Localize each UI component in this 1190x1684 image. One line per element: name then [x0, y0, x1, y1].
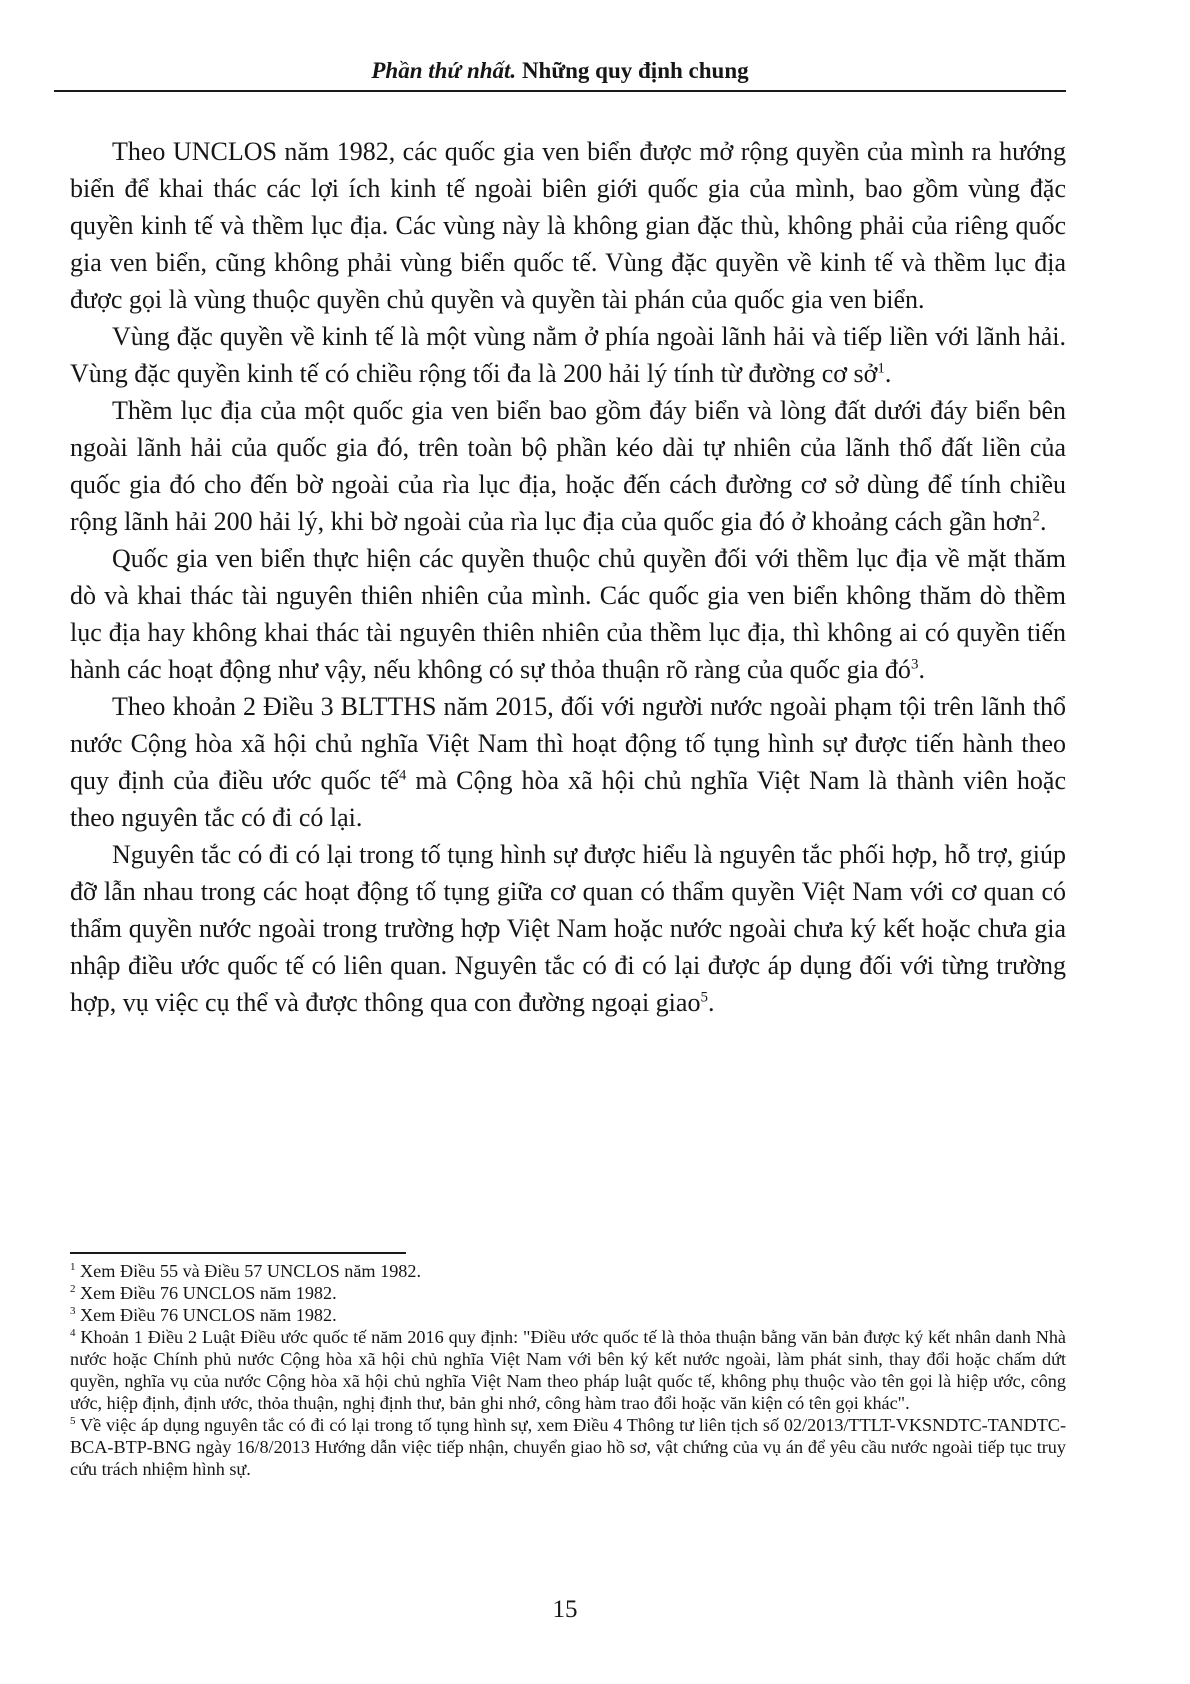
footnote-number: 1	[70, 1260, 76, 1273]
footnote-text: Xem Điều 55 và Điều 57 UNCLOS năm 1982.	[75, 1261, 422, 1281]
header-section-title: Những quy định chung	[516, 58, 749, 83]
paragraph-text: Theo UNCLOS năm 1982, các quốc gia ven biển được mở rộng quyền của mình ra hướng biển để khai thác các lợi ích kinh tế ngoài biên giới quốc gia của mình, bao gồm vùng đặc quyền kinh tế và thềm lục địa. Các vùng này là không gian đặc thù, không phải của riêng quốc gia ven biển, cũng không phải vùng biển quốc tế. Vùng đặc quyền về kinh tế và thềm lục địa được gọi là vùng thuộc quyền chủ quyền và quyền tài phán của quốc gia ven biển.	[70, 137, 1066, 314]
footnote-text: Xem Điều 76 UNCLOS năm 1982.	[75, 1283, 337, 1303]
paragraph-text: Vùng đặc quyền về kinh tế là một vùng nằm ở phía ngoài lãnh hải và tiếp liền với lãnh hải. Vùng đặc quyền kinh tế có chiều rộng tối đa là 200 hải lý tính từ đường cơ sở	[70, 322, 1066, 388]
paragraph	[70, 540, 1066, 688]
footnote	[70, 1414, 1066, 1480]
footnote	[70, 1326, 1066, 1414]
paragraph	[70, 688, 1066, 836]
footnote-number: 5	[70, 1414, 76, 1427]
main-text	[70, 133, 1066, 1021]
page-number: 15	[552, 1596, 578, 1623]
footnote	[70, 1304, 1066, 1326]
paragraph	[70, 836, 1066, 1021]
paragraph-text: Nguyên tắc có đi có lại trong tố tụng hình sự được hiểu là nguyên tắc phối hợp, hỗ trợ, giúp đỡ lẫn nhau trong các hoạt động tố tụng giữa cơ quan có thẩm quyền Việt Nam với cơ quan có thẩm quyền nước ngoài trong trường hợp Việt Nam hoặc nước ngoài chưa ký kết hoặc chưa gia nhập điều ước quốc tế có liên quan. Nguyên tắc có đi có lại được áp dụng đối với từng trường hợp, vụ việc cụ thể và được thông qua con đường ngoại giao	[70, 840, 1066, 1017]
paragraph	[70, 392, 1066, 540]
footnote-ref: 4	[398, 767, 407, 784]
paragraph-text: Thềm lục địa của một quốc gia ven biển bao gồm đáy biển và lòng đất dưới đáy biển bên ngoài lãnh hải của quốc gia đó, trên toàn bộ phần kéo dài tự nhiên của lãnh thổ đất liền của quốc gia đó cho đến bờ ngoài của rìa lục địa, hoặc đến cách đường cơ sở dùng để tính chiều rộng lãnh hải 200 hải lý, khi bờ ngoài của rìa lục địa của quốc gia đó ở khoảng cách gần hơn	[70, 396, 1066, 536]
paragraph-text: Theo khoản 2 Điều 3 BLTTHS năm 2015, đối với người nước ngoài phạm tội trên lãnh thổ nước Cộng hòa xã hội chủ nghĩa Việt Nam thì hoạt động tố tụng hình sự được tiến hành theo quy định của điều ước quốc tế	[70, 692, 1066, 795]
footnote-ref: 5	[700, 989, 708, 1006]
header-part-label: Phần thứ nhất.	[371, 58, 517, 83]
footnote-ref: 3	[910, 656, 919, 673]
paragraph-text: Quốc gia ven biển thực hiện các quyền thuộc chủ quyền đối với thềm lục địa về mặt thăm dò và khai thác tài nguyên thiên nhiên của mình. Các quốc gia ven biển không thăm dò thềm lục địa hay không khai thác tài nguyên thiên nhiên của thềm lục địa, thì không ai có quyền tiến hành các hoạt động như vậy, nếu không có sự thỏa thuận rõ ràng của quốc gia đó	[70, 544, 1066, 684]
footnote	[70, 1260, 1066, 1282]
footnote-ref: 1	[877, 360, 885, 377]
footnote-divider	[70, 1252, 406, 1254]
paragraph-tail: .	[707, 988, 715, 1017]
paragraph-tail: .	[1040, 507, 1047, 536]
footnote-text: Xem Điều 76 UNCLOS năm 1982.	[75, 1305, 337, 1325]
footnote-text: Khoản 1 Điều 2 Luật Điều ước quốc tế năm 2016 quy định: "Điều ước quốc tế là thỏa thuận bằng văn bản được ký kết nhân danh Nhà nước hoặc Chính phủ nước Cộng hòa xã hội chủ nghĩa Việt Nam với bên ký kết nước ngoài, làm phát sinh, thay đổi hoặc chấm dứt quyền, nghĩa vụ của nước Cộng hòa xã hội chủ nghĩa Việt Nam theo pháp luật quốc tế, không phụ thuộc vào tên gọi là hiệp ước, công ước, hiệp định, định ước, thỏa thuận, nghị định thư, bản ghi nhớ, công hàm trao đổi hoặc văn kiện có tên gọi khác".	[70, 1327, 1066, 1413]
footnote-number: 3	[70, 1304, 76, 1317]
footnote-ref: 2	[1032, 508, 1041, 525]
footnote	[70, 1282, 1066, 1304]
paragraph-tail: .	[918, 655, 925, 684]
paragraph-tail: mà Cộng hòa xã hội chủ nghĩa Việt Nam là thành viên hoặc theo nguyên tắc có đi có lại.	[70, 766, 1066, 832]
running-header	[54, 58, 1066, 92]
footnote-number: 4	[70, 1326, 76, 1339]
footnote-number: 2	[70, 1282, 76, 1295]
footnote-text: Về việc áp dụng nguyên tắc có đi có lại trong tố tụng hình sự, xem Điều 4 Thông tư liên tịch số 02/2013/TTLT-VKSNDTC-TANDTC-BCA-BTP-BNG ngày 16/8/2013 Hướng dẫn việc tiếp nhận, chuyển giao hồ sơ, vật chứng của vụ án để yêu cầu nước ngoài tiếp tục truy cứu trách nhiệm hình sự.	[70, 1415, 1066, 1479]
paragraph	[70, 318, 1066, 392]
paragraph	[70, 133, 1066, 318]
footnotes	[70, 1260, 1066, 1480]
paragraph-tail: .	[884, 359, 892, 388]
